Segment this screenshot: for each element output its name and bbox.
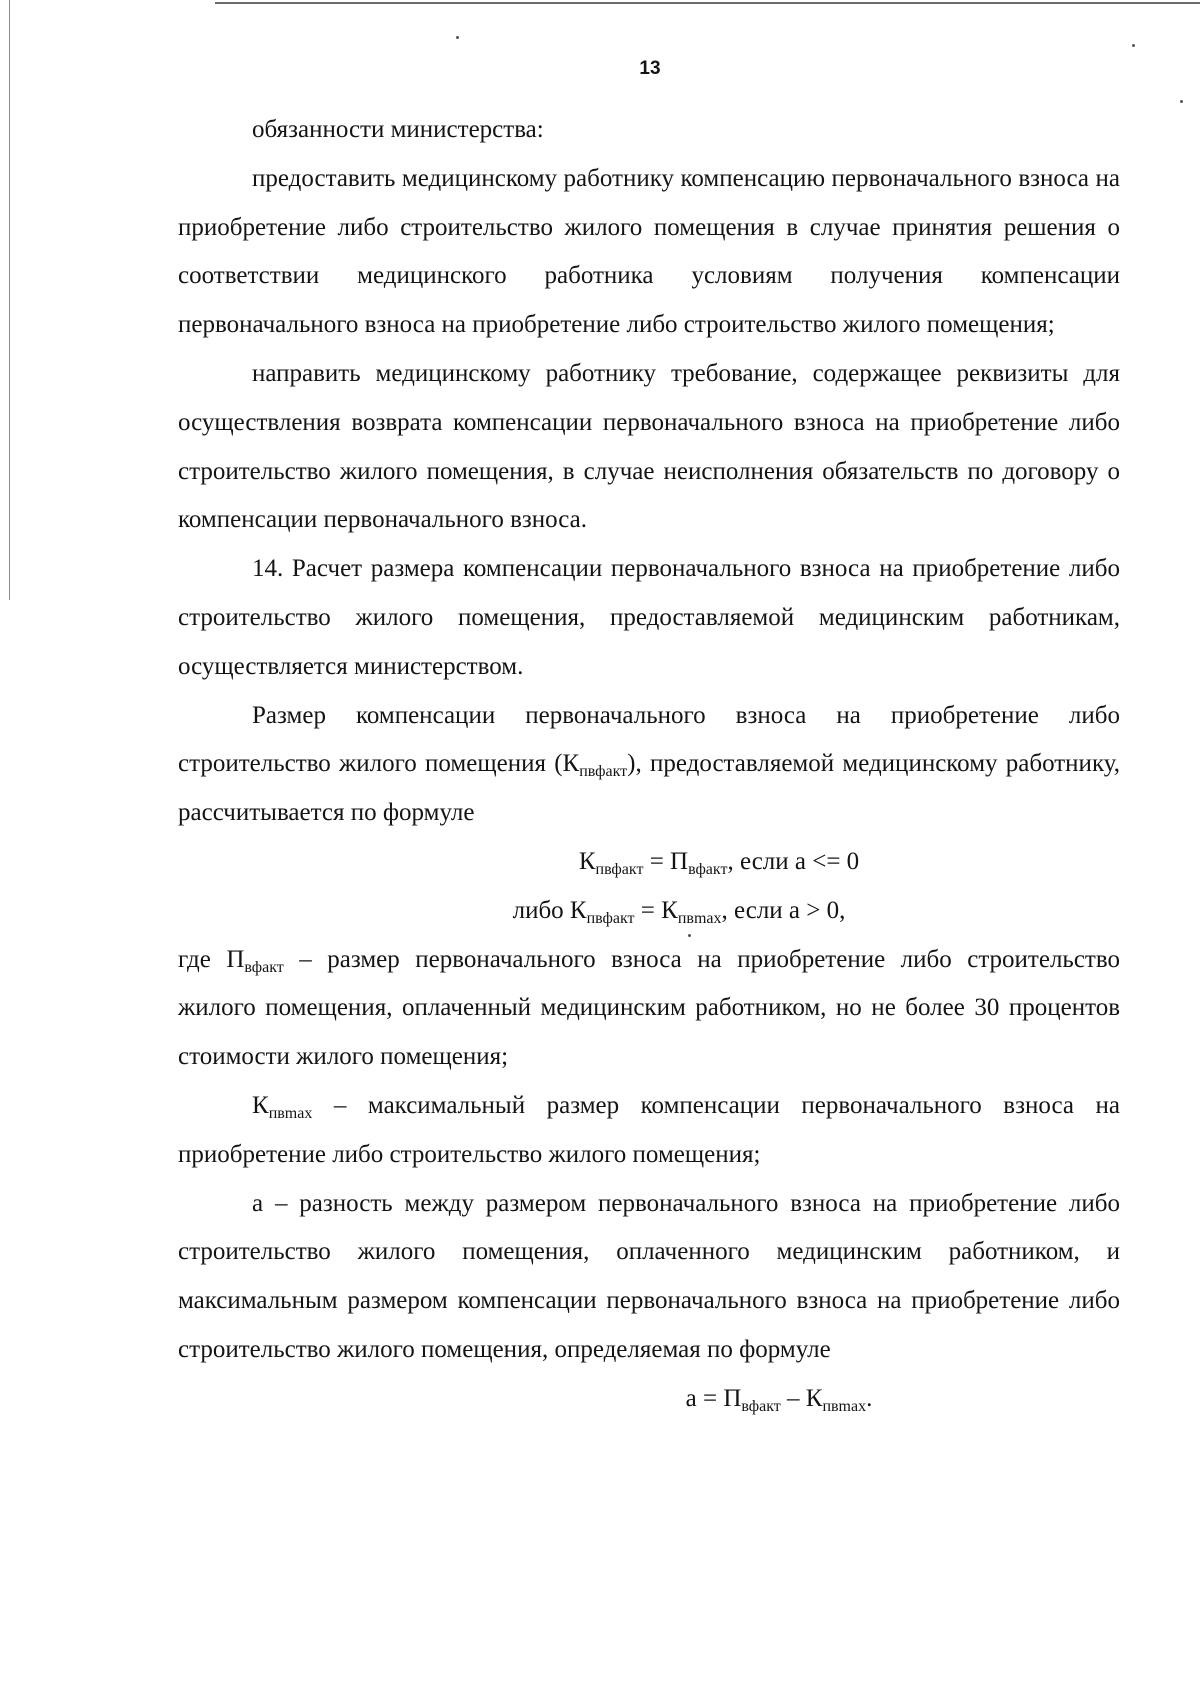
- page-number: 13: [639, 58, 661, 79]
- text-run: , если a <= 0: [727, 847, 860, 875]
- text-run: либо К: [512, 896, 587, 924]
- paragraph: 14. Расчет размера компенсации первоначального взноса на приобретение либо строительство жилого помещения, предоставляемой медицинским работникам, осуществляется министерством.: [178, 555, 1120, 680]
- text-run: a = П: [685, 1384, 742, 1412]
- subscript: пвфакт: [579, 763, 628, 781]
- subscript: пвфакт: [586, 909, 635, 927]
- text-run: , если a > 0,: [721, 896, 846, 924]
- scan-top-border: [215, 2, 1200, 4]
- paragraph: направить медицинскому работнику требование, содержащее реквизиты для осуществления возврата компенсации первоначального взноса на приобретение либо строительство жилого помещения, в случае неисполнения обязательств по договору о компенсации первоначального взноса.: [178, 359, 1120, 534]
- text-run: = П: [643, 847, 689, 875]
- text-run: ), предоставляемой медицинскому работнику, рассчитывается по формуле: [178, 750, 1120, 827]
- paragraph: предоставить медицинскому работнику компенсацию первоначального взноса на приобретение либо строительство жилого помещения в случае принятия решения о соответствии медицинского работника условиям получения компенсации первоначального взноса на приобретение либо строительство жилого помещения;: [178, 164, 1120, 339]
- paragraph: a – разность между размером первоначального взноса на приобретение либо строительство жилого помещения, оплаченного медицинским работником, и максимальным размером компенсации первоначального взноса на приобретение либо строительство жилого помещения, определяемая по формуле: [178, 1189, 1120, 1363]
- subscript: пвmax: [268, 1104, 313, 1122]
- body-text: [178, 106, 1120, 1424]
- subscript: пвфакт: [595, 860, 644, 878]
- text-run: – размер первоначального взноса на приобретение либо строительство жилого помещения, оплаченный медицинским работником, но не более 30 процентов стоимости жилого помещения;: [178, 945, 1120, 1071]
- text-run: = К: [634, 896, 678, 924]
- formula-line: [178, 887, 1120, 936]
- text-run: К: [578, 847, 596, 875]
- subscript: пвmax: [822, 1397, 867, 1415]
- subscript: вфакт: [741, 1397, 781, 1415]
- paragraph: [178, 1082, 1120, 1180]
- text-run: К: [252, 1091, 269, 1119]
- text-run: где П: [178, 945, 245, 973]
- paragraph: [178, 936, 1120, 1082]
- subscript: вфакт: [688, 860, 728, 878]
- scan-speck: [1132, 44, 1135, 47]
- scan-speck: [456, 36, 459, 39]
- subscript: вфакт: [244, 958, 284, 976]
- text-run: .: [866, 1384, 873, 1412]
- formula-line: [178, 1375, 1120, 1424]
- paragraph: [178, 692, 1120, 838]
- scan-speck: [1180, 100, 1183, 103]
- subscript: пвmax: [677, 909, 722, 927]
- text-run: Размер компенсации первоначального взноса на приобретение либо строительство жилого помещения (К: [178, 701, 1120, 778]
- text-run: – максимальный размер компенсации первоначального взноса на приобретение либо строительство жилого помещения;: [178, 1091, 1120, 1168]
- paragraph: обязанности министерства:: [252, 116, 544, 143]
- formula-line: [178, 838, 1120, 887]
- scan-left-edge: [9, 0, 10, 600]
- text-run: – К: [780, 1384, 823, 1412]
